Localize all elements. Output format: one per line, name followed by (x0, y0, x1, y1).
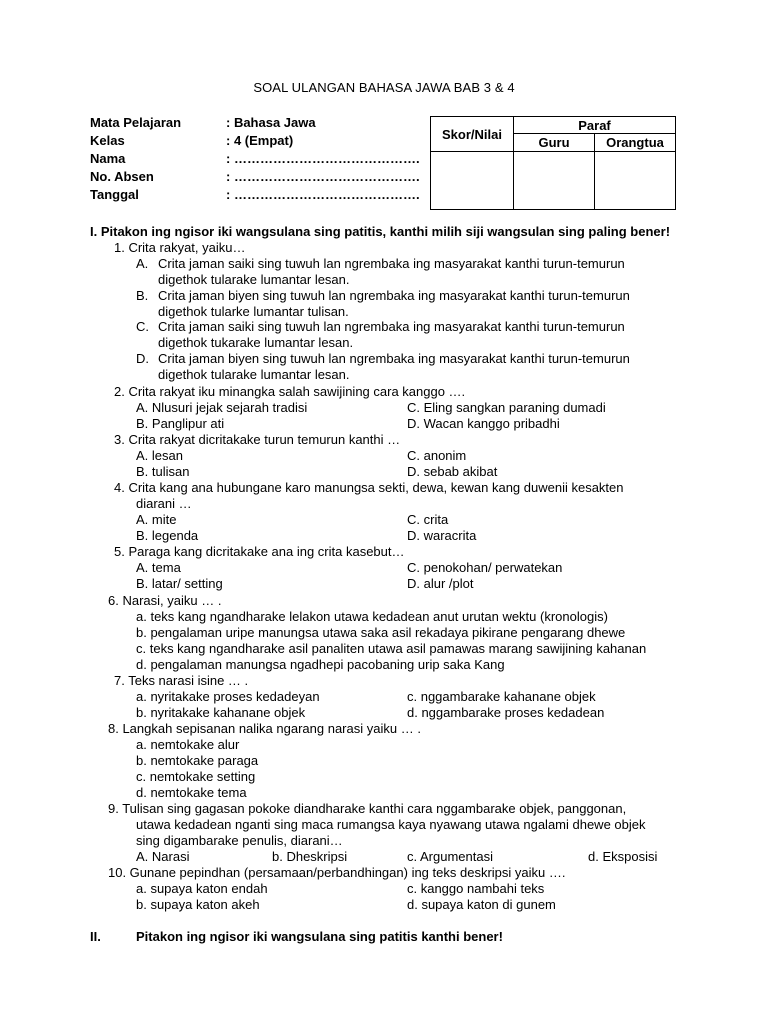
option-a: a. nemtokake alur (136, 737, 240, 752)
option-b: B. legenda (136, 528, 199, 543)
score-table (430, 116, 676, 210)
orangtua-header: Orangtua (595, 134, 676, 152)
info-row-date (90, 186, 420, 204)
option-text: digethok tularake lumantar lesan. (158, 272, 350, 287)
option-d: D. Wacan kanggo pribadhi (407, 416, 560, 431)
orangtua-signature-cell[interactable] (595, 152, 676, 210)
info-row-name (90, 150, 420, 168)
option-c: c. teks kang ngandharake asil panaliten utawa asil pamawas marang sawijining kahanan (136, 641, 647, 656)
option-c: C. crita (407, 512, 449, 527)
info-value: : 4 (Empat) (226, 133, 294, 148)
option-text: digethok tukarake lumantar lesan. (158, 335, 354, 350)
option-text: Crita jaman biyen sing tuwuh lan ngrembaka ing masyarakat kanthi turun-temurun (158, 288, 630, 303)
option-d: d. nggambarake proses kedadean (407, 705, 605, 720)
option-a: A. lesan (136, 448, 183, 463)
option-c: c. kanggo nambahi teks (407, 881, 545, 896)
option-a: a. nyritakake proses kedadeyan (136, 689, 320, 704)
option-b: B. Panglipur ati (136, 416, 225, 431)
info-value: : ……………………………………. (226, 187, 420, 202)
option-text: Crita jaman biyen sing tuwuh lan ngrembaka ing masyarakat kanthi turun-temurun (158, 351, 630, 366)
option-c: c. nemtokake setting (136, 769, 256, 784)
question-4: 4. Crita kang ana hubungane karo manungsa sekti, dewa, kewan kang duwenii kesakten (114, 480, 624, 495)
info-row-subject (90, 114, 420, 132)
option-a: a. teks kang ngandharake lelakon utawa kedadean anut urutan wektu (kronologis) (136, 609, 608, 624)
option-b: b. nyritakake kahanane objek (136, 705, 306, 720)
section-2-heading: Pitakon ing ngisor iki wangsulana sing patitis kanthi bener! (136, 929, 503, 944)
option-a: A. mite (136, 512, 177, 527)
option-d: d. nemtokake tema (136, 785, 247, 800)
info-value: : Bahasa Jawa (226, 115, 316, 130)
option-d: d. Eksposisi (588, 849, 658, 864)
question-4-cont: diarani … (136, 496, 192, 511)
section-2-number: II. (90, 929, 101, 944)
info-row-absen (90, 168, 420, 186)
info-label: Kelas (90, 133, 125, 148)
option-b: b. Dheskripsi (272, 849, 348, 864)
question-1: 1. Crita rakyat, yaiku… (114, 240, 246, 255)
option-marker: C. (136, 319, 149, 334)
section-1-heading: I. Pitakon ing ngisor iki wangsulana sing patitis, kanthi milih siji wangsulan sing paling bener! (90, 224, 671, 239)
option-marker: A. (136, 256, 149, 271)
info-value: : ……………………………………. (226, 151, 420, 166)
question-6: 6. Narasi, yaiku … . (108, 593, 222, 608)
info-label: Mata Pelajaran (90, 115, 182, 130)
option-a: A. Nlusuri jejak sejarah tradisi (136, 400, 308, 415)
page-title: SOAL ULANGAN BAHASA JAWA BAB 3 & 4 (253, 80, 515, 95)
student-info (90, 114, 420, 204)
option-c: C. Eling sangkan paraning dumadi (407, 400, 606, 415)
question-9: 9. Tulisan sing gagasan pokoke diandharake kanthi cara nggambarake objek, panggonan, (108, 801, 627, 816)
option-c: C. anonim (407, 448, 467, 463)
option-text: Crita jaman saiki sing tuwuh lan ngrembaka ing masyarakat kanthi turun-temurun (158, 319, 625, 334)
info-label: Nama (90, 151, 126, 166)
option-b: b. supaya katon akeh (136, 897, 260, 912)
guru-header: Guru (514, 134, 595, 152)
option-c: C. penokohan/ perwatekan (407, 560, 563, 575)
option-b: b. nemtokake paraga (136, 753, 259, 768)
option-a: A. tema (136, 560, 181, 575)
question-7: 7. Teks narasi isine … . (114, 673, 249, 688)
paraf-header: Paraf (514, 117, 676, 134)
score-cell[interactable] (431, 152, 514, 210)
question-8: 8. Langkah sepisanan nalika ngarang narasi yaiku … . (108, 721, 421, 736)
score-header: Skor/Nilai (431, 117, 514, 152)
question-3: 3. Crita rakyat dicritakake turun temurun kanthi … (114, 432, 401, 447)
option-d: D. sebab akibat (407, 464, 498, 479)
question-2: 2. Crita rakyat iku minangka salah sawijining cara kanggo …. (114, 384, 466, 399)
info-label: Tanggal (90, 187, 139, 202)
info-value: : ……………………………………. (226, 169, 420, 184)
option-d: d. supaya katon di gunem (407, 897, 556, 912)
question-9-cont: sing digambarake penulis, diarani… (136, 833, 343, 848)
question-5: 5. Paraga kang dicritakake ana ing crita kasebut… (114, 544, 405, 559)
option-d: D. alur /plot (407, 576, 474, 591)
option-a: A. Narasi (136, 849, 190, 864)
option-b: b. pengalaman uripe manungsa utawa saka asil rekadaya pikirane pengarang dhewe (136, 625, 626, 640)
option-marker: B. (136, 288, 149, 303)
option-c: c. Argumentasi (407, 849, 493, 864)
info-label: No. Absen (90, 169, 154, 184)
option-d: D. waracrita (407, 528, 477, 543)
question-10: 10. Gunane pepindhan (persamaan/perbandhingan) ing teks deskripsi yaiku …. (108, 865, 566, 880)
option-marker: D. (136, 351, 149, 366)
option-a: a. supaya katon endah (136, 881, 268, 896)
option-d: d. pengalaman manungsa ngadhepi pacobaning urip saka Kang (136, 657, 505, 672)
option-b: B. latar/ setting (136, 576, 223, 591)
guru-signature-cell[interactable] (514, 152, 595, 210)
info-row-class (90, 132, 420, 150)
option-c: c. nggambarake kahanane objek (407, 689, 596, 704)
option-b: B. tulisan (136, 464, 190, 479)
option-text: digethok tularke lumantar tulisan. (158, 304, 349, 319)
question-9-cont: utawa kedadean nganti sing maca rumangsa kaya nyawang utawa ngalami dhewe objek (136, 817, 646, 832)
option-text: Crita jaman saiki sing tuwuh lan ngrembaka ing masyarakat kanthi turun-temurun (158, 256, 625, 271)
option-text: digethok tularake lumantar lesan. (158, 367, 350, 382)
